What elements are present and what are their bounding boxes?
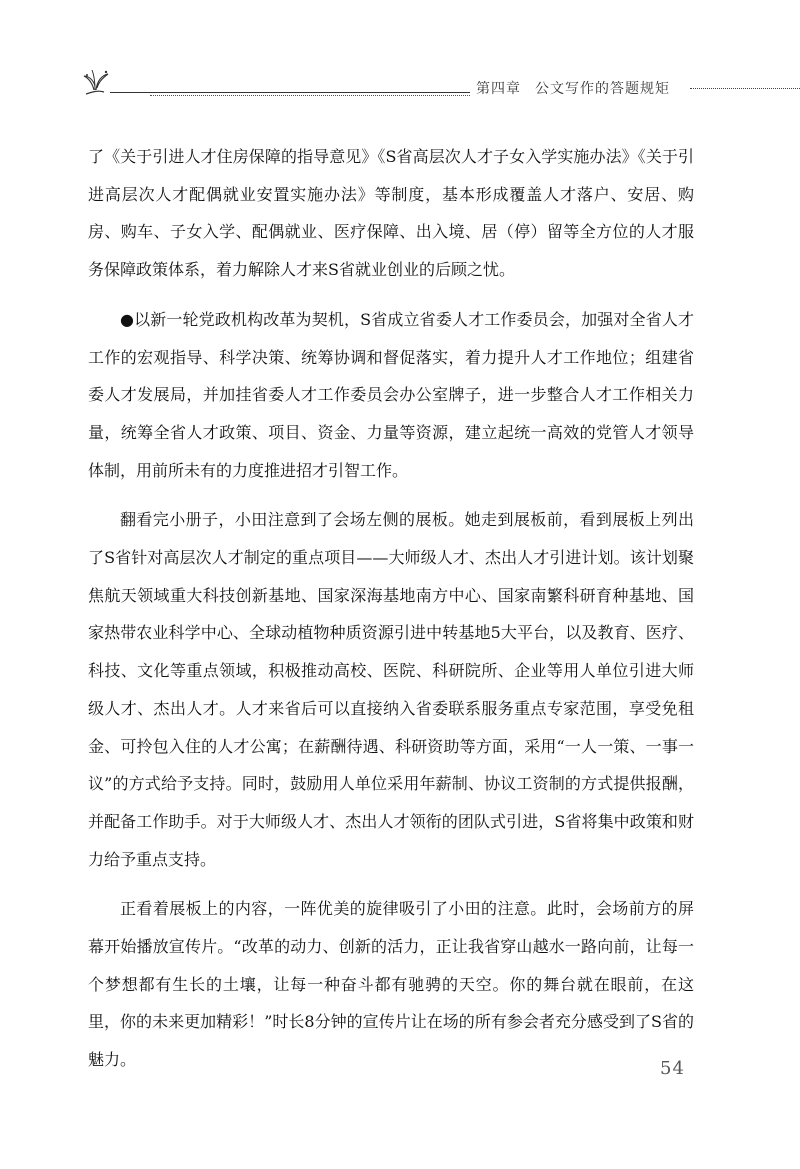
paragraph-3: 翻看完小册子，小田注意到了会场左侧的展板。她走到展板前，看到展板上列出了S省针对高层次人才制定的重点项目——大师级人才、杰出人才引进计划。该计划聚焦航天领域重大科技创新基地、国家深海基地南方中心、国家南繁科研育种基地、国家热带农业科学中心、全球动植物种质资源引进中转基地5大平台，以及教育、医疗、科技、文化等重点领域，积极推动高校、医院、科研院所、企业等用人单位引进大师级人才、杰出人才。人才来省后可以直接纳入省委联系服务重点专家范围，享受免租金、可拎包入住的人才公寓；在薪酬待遇、科研资助等方面，采用“一人一策、一事一议”的方式给予支持。同时，鼓励用人单位采用年薪制、协议工资制的方式提供报酬，并配备工作助手。对于大师级人才、杰出人才领衔的团队式引进，S省将集中政策和财力给予重点支持。	[88, 510, 694, 869]
paragraph-2: ●以新一轮党政机构改革为契机，S省成立省委人才工作委员会，加强对全省人才工作的宏观指导、科学决策、统筹协调和督促落实，着力提升人才工作地位；组建省委人才发展局，并加挂省委人才工作委员会办公室牌子，进一步整合人才工作相关力量，统筹全省人才政策、项目、资金、力量等资源，建立起统一高效的党管人才领导体制，用前所未有的力度推进招才引智工作。	[88, 309, 694, 480]
header-rule-left	[110, 92, 492, 93]
body-text	[88, 138, 694, 1091]
header-rule-right	[690, 88, 800, 89]
header-chapter: 第四章	[476, 81, 521, 97]
page-number: 54	[660, 1058, 685, 1079]
running-header	[82, 66, 722, 100]
header-section-title: 公文写作的答题规矩	[535, 81, 670, 97]
header-title	[470, 78, 676, 98]
paragraph-1: 了《关于引进人才住房保障的指导意见》《S省高层次人才子女入学实施办法》《关于引进高层次人才配偶就业安置实施办法》等制度，基本形成覆盖人才落户、安居、购房、购车、子女入学、配偶就业、医疗保障、出入境、居（停）留等全方位的人才服务保障政策体系，着力解除人才来S省就业创业的后顾之忧。	[88, 147, 694, 280]
paragraph-4: 正看着展板上的内容，一阵优美的旋律吸引了小田的注意。此时，会场前方的屏幕开始播放宣传片。“改革的动力、创新的活力，正让我省穿山越水一路向前，让每一个梦想都有生长的土壤，让每一种奋斗都有驰骋的天空。你的舞台就在眼前，在这里，你的未来更加精彩！”时长8分钟的宣传片让在场的所有参会者充分感受到了S省的魅力。	[88, 899, 694, 1070]
